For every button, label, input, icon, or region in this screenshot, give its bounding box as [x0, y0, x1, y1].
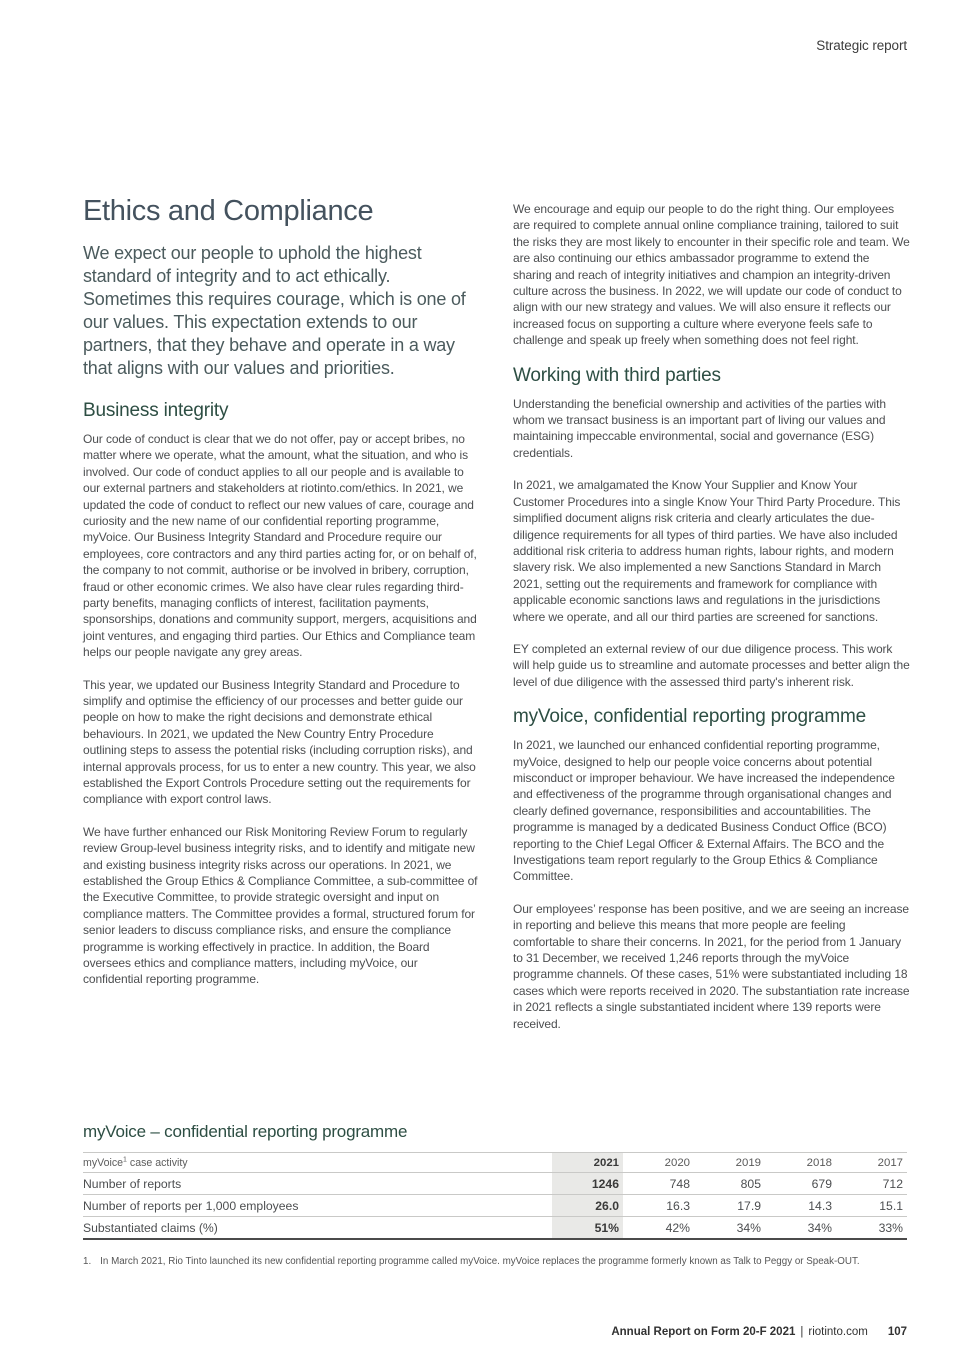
row-label: Substantiated claims (%): [83, 1217, 552, 1240]
year-column-header: 2018: [765, 1153, 836, 1173]
table-cell: 805: [694, 1173, 765, 1195]
table-cell: 17.9: [694, 1195, 765, 1217]
table-cell: 26.0: [552, 1195, 623, 1217]
year-column-header: 2019: [694, 1153, 765, 1173]
heading-business-integrity: Business integrity: [83, 399, 229, 421]
table-cell: 16.3: [623, 1195, 694, 1217]
page-footer: [83, 1326, 907, 1338]
right-column: [513, 196, 910, 1048]
footnote-text: In March 2021, Rio Tinto launched its new confidential reporting programme called myVoice. myVoice replaces the programme formerly known as Talk to Peggy or Speak-OUT.: [100, 1256, 860, 1267]
paragraph: Our employees’ response has been positive, and we are seeing an increase in reporting and believe this means that more people are feeling comfortable to share their concerns. In 2021, for the period from 1 January to 31 December, we received 1,246 reports through the myVoice programme channels. Of these cases, 51% were substantiated including 18 cases which were reports received in 2020. The substantiation rate increase in 2021 reflects a single substantiated incident where 139 reports were received.: [513, 901, 910, 1031]
case-activity-table: [83, 1152, 907, 1240]
two-column-content: [83, 196, 910, 1048]
intro-standfirst: We expect our people to uphold the highest standard of integrity and to act ethically. Sometimes this requires courage, which is one of our values. This expectation extends to our partners, that they behave and operate in a way that aligns with our values and priorities.: [83, 242, 466, 378]
footer-report-name: Annual Report on Form 20-F 2021: [611, 1326, 796, 1338]
year-column-header: 2017: [836, 1153, 907, 1173]
footnote-reference: 1: [123, 1156, 127, 1164]
myvoice-table-section: [83, 1122, 907, 1267]
row-label: Number of reports: [83, 1173, 552, 1195]
heading-working-with-third-parties: Working with third parties: [513, 364, 721, 386]
table-cell: 34%: [765, 1217, 836, 1240]
table-row: [83, 1195, 907, 1217]
footer-divider: |: [800, 1326, 804, 1338]
table-row: [83, 1173, 907, 1195]
table-cell: 712: [836, 1173, 907, 1195]
table-title: myVoice – confidential reporting programme: [83, 1122, 408, 1141]
table-row: [83, 1217, 907, 1240]
table-cell: 15.1: [836, 1195, 907, 1217]
table-cell: 14.3: [765, 1195, 836, 1217]
section-label: Strategic report: [816, 38, 907, 53]
paragraph: In 2021, we amalgamated the Know Your Supplier and Know Your Customer Procedures into a single Know Your Third Party Procedure. This simplified document aligns risk criteria and clearly articulates the due-diligence requirements for all types of third parties. We have also included additional risk criteria to address human rights, labour rights, and modern slavery risk. We also implemented a new Sanctions Standard in March 2021, setting out the requirements and framework for compliance with applicable economic sanctions laws and regulations in the jurisdictions where we operate, and all our third parties are screened for sanctions.: [513, 478, 901, 624]
page-title: Ethics and Compliance: [83, 195, 374, 227]
year-column-header: 2021: [552, 1153, 623, 1173]
page-number: 107: [887, 1326, 907, 1338]
table-cell: 679: [765, 1173, 836, 1195]
paragraph: In 2021, we launched our enhanced confidential reporting programme, myVoice, designed to help our people voice concerns about potential misconduct or improper behaviour. We have increased the independence and effectiveness of the programme through organisational changes and clearly defined governance, responsibilities and accountabilities. The programme is managed by a dedicated Business Conduct Office (BCO) reporting to the Chief Legal Officer & External Affairs. The BCO and the Investigations team report regularly to the Group Ethics & Compliance Committee.: [513, 738, 895, 884]
table-cell: 34%: [694, 1217, 765, 1240]
table-cell: 51%: [552, 1217, 623, 1240]
table-header-row: [83, 1153, 907, 1173]
table-cell: 42%: [623, 1217, 694, 1240]
year-column-header: 2020: [623, 1153, 694, 1173]
table-cell: 33%: [836, 1217, 907, 1240]
paragraph: This year, we updated our Business Integrity Standard and Procedure to simplify and optimise the efficiency of our processes and better guide our people on how to make the right decisions and demonstrate ethical behaviours. In 2021, we updated the New Country Entry Procedure outlining steps to assess the potential risks (including corruption risks), and internal approvals process, for us to enter a new country. This year, we also established the Export Controls Procedure setting out the requirements for compliance with export control laws.: [83, 677, 476, 807]
paragraph: EY completed an external review of our due diligence process. This work will help guide us to streamline and automate processes and better align the level of due diligence with the assessed third party's inherent risk.: [513, 641, 910, 689]
table-cell: 748: [623, 1173, 694, 1195]
paragraph: Our code of conduct is clear that we do not offer, pay or accept bribes, no matter where we operate, what the amount, what the situation, and who is involved. Our code of conduct applies to all our people and is available to our external partners and stakeholders at riotinto.com/ethics. In 2021, we updated the code of conduct to reflect our new values of care, courage and curiosity and the new name of our confidential reporting programme, myVoice. Our Business Integrity Standard and Procedure require our employees, core contractors and any third parties acting for, or on behalf of, the company to not commit, authorise or be involved in bribery, corruption, fraud or other economic crimes. We also have clear rules regarding third-party benefits, managing conflicts of interest, facilitation payments, sponsorships, donations and community support, mergers, acquisitions and joint ventures, and engaging third parties. Our Ethics and Compliance team helps our people navigate any grey areas.: [83, 431, 477, 660]
table-footnote: [83, 1256, 907, 1267]
footnote-marker: 1.: [83, 1256, 92, 1267]
paragraph: We have further enhanced our Risk Monitoring Review Forum to regularly review Group-level business integrity risks, and to identify and mitigate new and existing business integrity risks across our operations. In 2021, we established the Group Ethics & Compliance Committee, a sub-committee of the Executive Committee, to provide strategic oversight and input on compliance matters. The Committee provides a formal, structured forum for senior leaders to discuss compliance risks, and ensure the compliance programme is working effectively in practice. In addition, the Board oversees ethics and compliance matters, including myVoice, our confidential reporting programme.: [83, 824, 478, 987]
footer-website: riotinto.com: [808, 1326, 868, 1338]
heading-myvoice-programme: myVoice, confidential reporting programme: [513, 706, 866, 728]
row-label: Number of reports per 1,000 employees: [83, 1195, 552, 1217]
table-cell: 1246: [552, 1173, 623, 1195]
left-column: [83, 196, 480, 1048]
paragraph: We encourage and equip our people to do the right thing. Our employees are required to complete annual online compliance training, tailored to suit the risks they are most likely to encounter in their specific role and team. We are also continuing our ethics ambassador programme to extend the sharing and reach of integrity initiatives and champion an integrity-driven culture across the business. In 2022, we will update our code of conduct to align with our new strategy and values. We will also ensure it reflects our increased focus on supporting a culture where everyone feels safe to challenge and speak up freely when something does not feel right.: [513, 202, 910, 348]
table-header-label: myVoice$^1$ case activity: [83, 1153, 552, 1173]
paragraph: Understanding the beneficial ownership and activities of the parties with whom we transact business is an important part of living our values and maintaining impeccable environmental, social and governance (ESG) credentials.: [513, 396, 886, 460]
